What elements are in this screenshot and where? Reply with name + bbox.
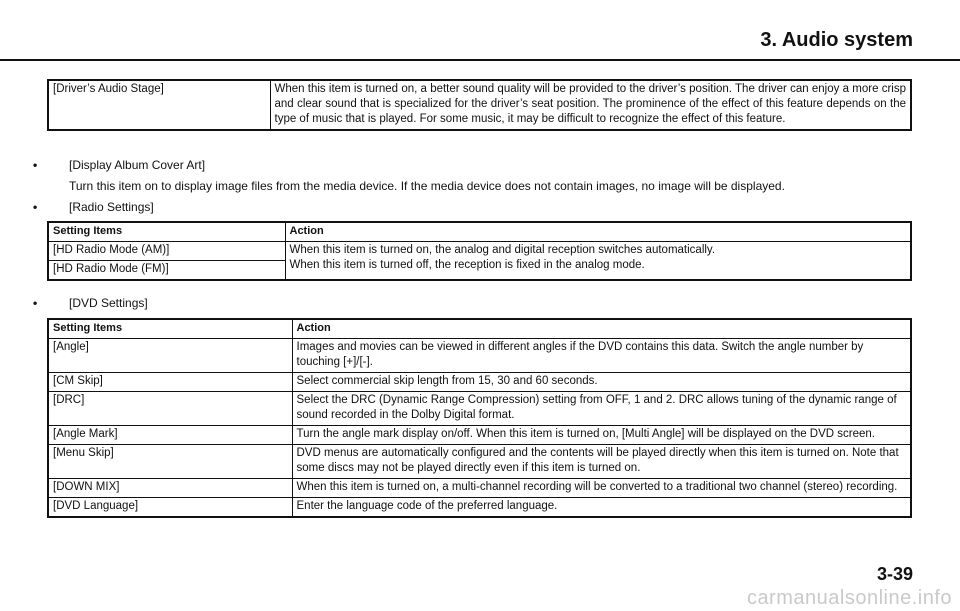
setting-item-cell: [Driver’s Audio Stage] <box>48 80 270 130</box>
table-header-row <box>48 222 911 242</box>
setting-action-cell: Images and movies can be viewed in different angles if the DVD contains this data. Switch the angle number by touching [+]/[-]. <box>292 339 911 373</box>
watermark: carmanualsonline.info <box>746 587 952 609</box>
setting-action-cell: Enter the language code of the preferred language. <box>292 498 911 518</box>
table-row <box>48 80 911 130</box>
bullet-display-album <box>33 157 206 174</box>
table-row <box>48 339 911 373</box>
bullet-dvd-settings <box>33 295 148 312</box>
header-rule <box>0 59 960 61</box>
page-number: 3-39 <box>876 564 913 584</box>
table-row <box>48 392 911 426</box>
column-header: Action <box>292 319 911 339</box>
bullet-title: [DVD Settings] <box>69 296 148 310</box>
table-row <box>48 426 911 445</box>
bullet-dot-icon: • <box>33 200 38 214</box>
dvd-settings-table <box>47 318 912 518</box>
setting-item-cell: [DRC] <box>48 392 292 426</box>
table-row <box>48 445 911 479</box>
setting-item-cell: [HD Radio Mode (FM)] <box>48 261 285 281</box>
table-row <box>48 373 911 392</box>
setting-action-cell: When this item is turned on, the analog and digital reception switches automatically. When this item is turned off, the reception is fixed in the analog mode. <box>285 242 911 281</box>
bullet-dot-icon: • <box>33 158 38 172</box>
bullet-title: [Display Album Cover Art] <box>69 158 206 172</box>
table-header-row <box>48 319 911 339</box>
column-header: Setting Items <box>48 319 292 339</box>
table-row <box>48 242 911 261</box>
radio-settings-table <box>47 221 912 281</box>
setting-item-cell: [HD Radio Mode (AM)] <box>48 242 285 261</box>
setting-action-cell: When this item is turned on, a multi-channel recording will be converted to a traditional two channel (stereo) recording. <box>292 479 911 498</box>
bullet-dot-icon: • <box>33 296 38 310</box>
chapter-title: 3. Audio system <box>760 29 913 51</box>
setting-item-cell: [DOWN MIX] <box>48 479 292 498</box>
table-row <box>48 479 911 498</box>
bullet-body: Turn this item on to display image files from the media device. If the media device does not contain images, no image will be displayed. <box>69 179 785 193</box>
column-header: Action <box>285 222 911 242</box>
setting-item-cell: [Angle] <box>48 339 292 373</box>
table-row <box>48 498 911 518</box>
setting-item-cell: [Menu Skip] <box>48 445 292 479</box>
setting-action-cell: DVD menus are automatically configured and the contents will be played directly when this item is turned on. Note that some discs may not be played directly even if this item is turned on. <box>292 445 911 479</box>
bullet-title: [Radio Settings] <box>69 200 154 214</box>
setting-action-cell: Select commercial skip length from 15, 30 and 60 seconds. <box>292 373 911 392</box>
setting-item-cell: [CM Skip] <box>48 373 292 392</box>
column-header: Setting Items <box>48 222 285 242</box>
setting-item-cell: [Angle Mark] <box>48 426 292 445</box>
setting-action-cell: Select the DRC (Dynamic Range Compression) setting from OFF, 1 and 2. DRC allows tuning of the dynamic range of sound recorded in the Dolby Digital format. <box>292 392 911 426</box>
setting-item-cell: [DVD Language] <box>48 498 292 518</box>
bullet-radio-settings <box>33 199 154 216</box>
audio-settings-table <box>47 79 912 131</box>
setting-action-cell: When this item is turned on, a better sound quality will be provided to the driver’s position. The driver can enjoy a more crisp and clear sound that is specialized for the driver’s seat position. The prominence of the effect of this feature depends on the type of music that is played. For some music, it may be difficult to recognize the effect of this feature. <box>270 80 911 130</box>
setting-action-cell: Turn the angle mark display on/off. When this item is turned on, [Multi Angle] will be displayed on the DVD screen. <box>292 426 911 445</box>
